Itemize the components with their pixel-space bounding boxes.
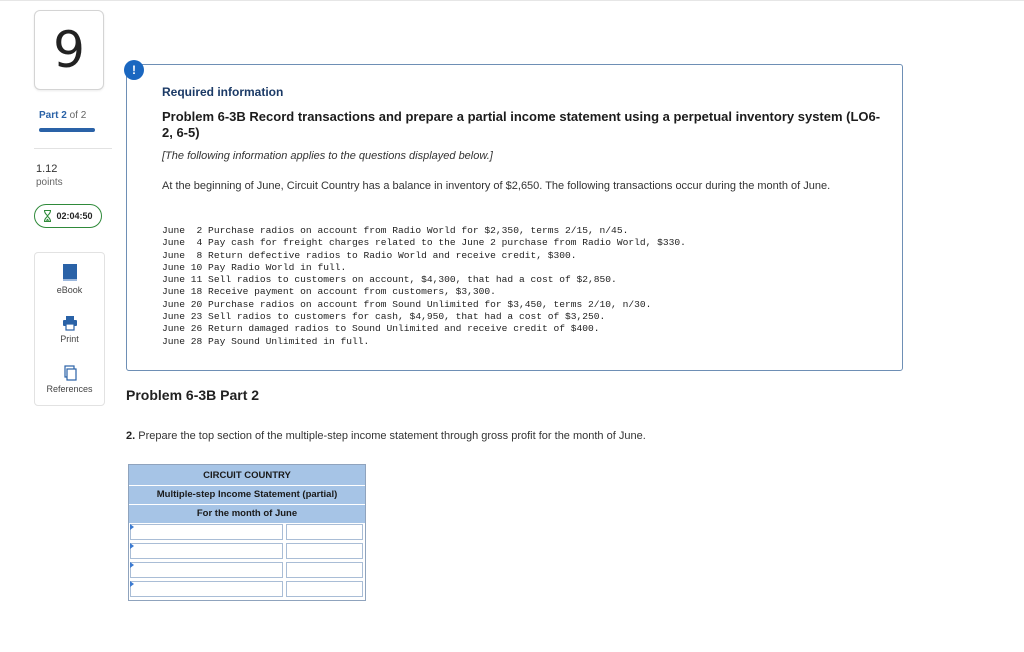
hourglass-icon [43, 210, 52, 222]
instruction-number: 2. [126, 430, 136, 442]
print-label: Print [60, 334, 79, 344]
income-statement-table [128, 464, 366, 601]
documents-icon [62, 365, 78, 381]
ebook-label: eBook [56, 285, 83, 295]
part-total: of 2 [69, 110, 87, 121]
transaction-item: June 23 Sell radios to customers for cash, $4,950, that had a cost of $3,250. [162, 311, 606, 323]
question-number: 9 [34, 10, 104, 90]
timer-text: 02:04:50 [56, 211, 93, 221]
table-row [129, 561, 365, 580]
part2-heading: Problem 6-3B Part 2 [126, 387, 260, 403]
company-name: CIRCUIT COUNTRY [203, 470, 291, 481]
top-rule [0, 0, 1024, 1]
instruction-text: Prepare the top section of the multiple-step income statement through gross profit for the month of June. [138, 430, 646, 442]
transaction-item: June 2 Purchase radios on account from Radio World for $2,350, terms 2/15, n/45. [162, 225, 629, 236]
dropdown-marker-icon [130, 524, 134, 530]
statement-title: Multiple-step Income Statement (partial) [156, 489, 338, 500]
line-item-select[interactable] [130, 562, 283, 578]
alert-icon: ! [124, 60, 144, 80]
transaction-item: June 28 Pay Sound Unlimited in full. [162, 335, 370, 347]
amount-input[interactable] [286, 524, 363, 540]
table-row [129, 580, 365, 599]
dropdown-marker-icon [130, 562, 134, 568]
statement-header [129, 465, 365, 523]
amount-input[interactable] [286, 543, 363, 559]
instruction [126, 430, 646, 442]
required-information-box [126, 64, 903, 371]
problem-intro: At the beginning of June, Circuit Country has a balance in inventory of $2,650. The following transactions occur during the month of June. [162, 180, 831, 192]
part-indicator [39, 110, 86, 121]
book-icon [62, 263, 78, 282]
part-progress-bar [39, 128, 95, 132]
points-label: points [36, 177, 63, 188]
sidebar-divider [34, 148, 112, 149]
print-button[interactable] [35, 315, 104, 344]
amount-input[interactable] [286, 562, 363, 578]
tools-panel [34, 252, 105, 406]
problem-title: Problem 6-3B Record transactions and prepare a partial income statement using a perpetual inventory system (LO6-2, 6-5) [162, 109, 881, 140]
table-row [129, 523, 365, 542]
transaction-item: June 20 Purchase radios on account from Sound Unlimited for $3,450, terms 2/10, n/30. [162, 298, 652, 310]
transaction-list [162, 225, 686, 348]
timer[interactable] [34, 204, 102, 228]
required-info-title: Required information [162, 85, 284, 99]
line-item-select[interactable] [130, 543, 283, 559]
references-button[interactable] [35, 365, 104, 394]
applies-note: [The following information applies to the questions displayed below.] [162, 150, 493, 162]
statement-period: For the month of June [196, 508, 298, 519]
transaction-item: June 8 Return defective radios to Radio World and receive credit, $300. [162, 249, 577, 261]
printer-icon [62, 315, 78, 331]
transaction-item: June 26 Return damaged radios to Sound Unlimited and receive credit of $400. [162, 323, 600, 335]
line-item-select[interactable] [130, 581, 283, 597]
dropdown-marker-icon [130, 543, 134, 549]
transaction-item: June 4 Pay cash for freight charges related to the June 2 purchase from Radio World, $330. [162, 237, 686, 249]
points-value: 1.12 [36, 163, 58, 175]
amount-input[interactable] [286, 581, 363, 597]
transaction-item: June 18 Receive payment on account from customers, $3,300. [162, 286, 496, 298]
line-item-select[interactable] [130, 524, 283, 540]
table-row [129, 542, 365, 561]
transaction-item: June 10 Pay Radio World in full. [162, 261, 347, 273]
ebook-button[interactable] [35, 263, 104, 295]
transaction-item: June 11 Sell radios to customers on account, $4,300, that had a cost of $2,850. [162, 274, 617, 286]
references-label: References [46, 384, 93, 394]
part-current: Part 2 [39, 110, 67, 121]
dropdown-marker-icon [130, 581, 134, 587]
